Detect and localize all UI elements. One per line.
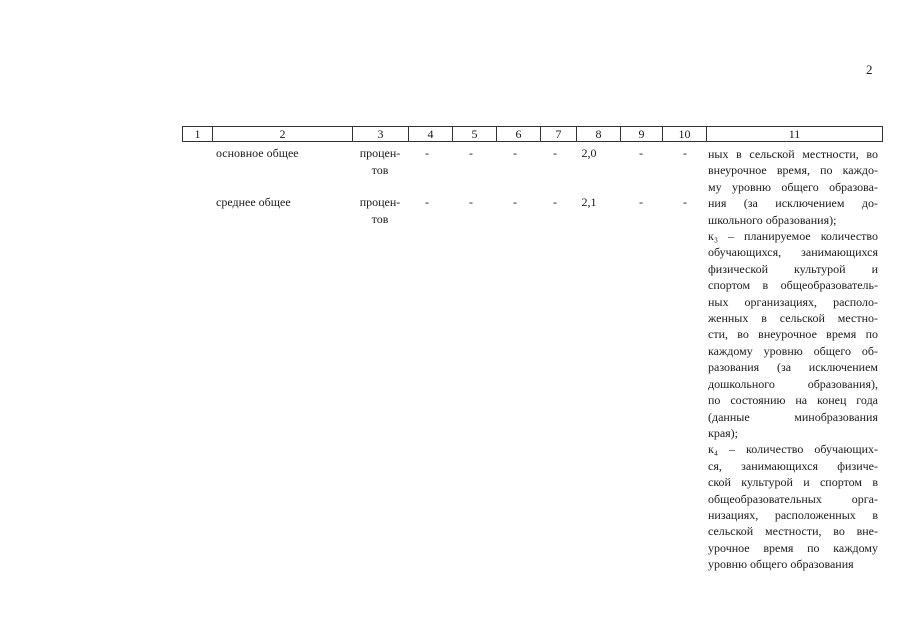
row-col10-value: - xyxy=(683,195,687,209)
header-col-8: 8 xyxy=(577,127,621,142)
row-col5-value: - xyxy=(469,195,473,209)
text-line: дошкольного образования), xyxy=(708,376,878,391)
header-col-3: 3 xyxy=(353,127,409,142)
text-line: низациях, расположенных в xyxy=(708,507,878,522)
header-col-1: 1 xyxy=(183,127,213,142)
column-number-header xyxy=(182,126,883,142)
text-line: внеурочное время, по каждо- xyxy=(708,163,878,178)
text-line: школьного образования); xyxy=(708,212,837,227)
text-line: по состоянию на конец года xyxy=(708,393,878,408)
row-unit-line2: тов xyxy=(371,212,389,226)
text-line: обучающихся, занимающихся xyxy=(708,245,878,260)
row-col4-value: - xyxy=(425,146,429,160)
text-line: урочное время по каждому xyxy=(708,540,878,555)
text-line: к₃ – планируемое количество xyxy=(708,229,878,244)
header-col-7: 7 xyxy=(541,127,577,142)
row-col6-value: - xyxy=(513,146,517,160)
header-col-4: 4 xyxy=(409,127,453,142)
text-line: женных в сельской местно- xyxy=(708,311,878,326)
header-col-10: 10 xyxy=(663,127,707,142)
text-line: (данные минобразования xyxy=(708,409,878,424)
row-col8-value: 2,0 xyxy=(581,146,597,160)
text-line: ных организациях, располо- xyxy=(708,294,878,309)
text-line: к₄ – количество обучающих- xyxy=(708,442,878,457)
column-11-description xyxy=(708,146,878,573)
header-col-6: 6 xyxy=(497,127,541,142)
text-line: общеобразовательных орга- xyxy=(708,491,878,506)
row-col7-value: - xyxy=(553,195,557,209)
row-col9-value: - xyxy=(639,146,643,160)
text-line: сельской местности, во вне- xyxy=(708,524,878,539)
text-line: сти, во внеурочное время по xyxy=(708,327,878,342)
text-line: ния (за исключением до- xyxy=(708,196,878,211)
row-col9-value: - xyxy=(639,195,643,209)
text-line: ся, занимающихся физиче- xyxy=(708,458,878,473)
text-line: ской культурой и спортом в xyxy=(708,475,878,490)
row-col5-value: - xyxy=(469,146,473,160)
row-label-basic-general: основное общее xyxy=(216,146,299,160)
row-unit-line2: тов xyxy=(371,163,389,177)
row-col8-value: 2,1 xyxy=(581,195,597,209)
text-line: края); xyxy=(708,425,739,440)
text-line: спортом в общеобразователь- xyxy=(708,278,878,293)
text-line: каждому уровню общего об- xyxy=(708,343,878,358)
row-col7-value: - xyxy=(553,146,557,160)
header-col-2: 2 xyxy=(213,127,353,142)
row-col6-value: - xyxy=(513,195,517,209)
text-line: уровню общего образования xyxy=(708,557,854,572)
header-col-5: 5 xyxy=(453,127,497,142)
row-col10-value: - xyxy=(683,146,687,160)
row-col4-value: - xyxy=(425,195,429,209)
row-unit-line1: процен- xyxy=(359,195,401,209)
text-line: физической культурой и xyxy=(708,261,878,276)
row-label-secondary-general: среднее общее xyxy=(216,195,291,209)
text-line: ных в сельской местности, во xyxy=(708,147,878,161)
header-col-11: 11 xyxy=(707,127,883,142)
row-unit-line1: процен- xyxy=(359,146,401,160)
header-col-9: 9 xyxy=(621,127,663,142)
page-number: 2 xyxy=(866,62,873,77)
text-line: му уровню общего образова- xyxy=(708,179,878,194)
text-line: разования (за исключением xyxy=(708,360,878,375)
